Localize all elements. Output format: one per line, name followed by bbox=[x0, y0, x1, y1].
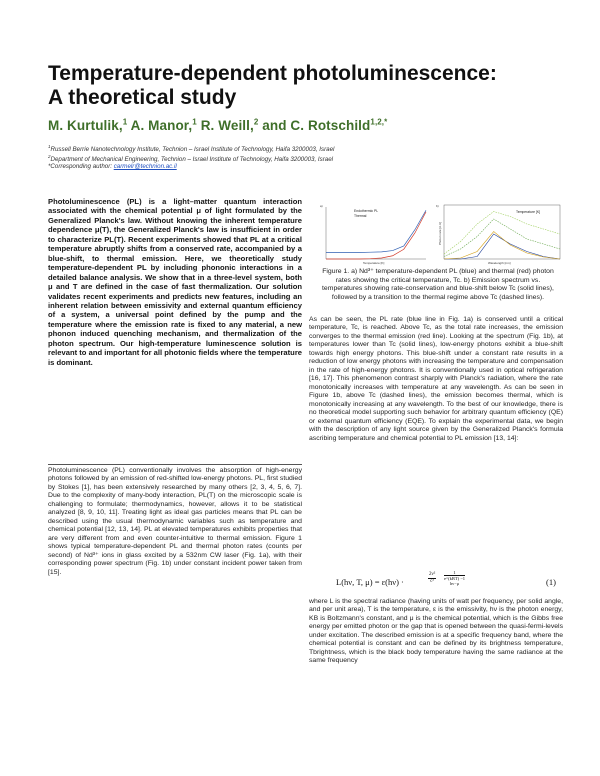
author-name: M. Kurtulik, bbox=[48, 118, 123, 133]
equation-lhs: L(hν, T, μ) = ε(hν) · bbox=[336, 577, 404, 587]
panel-a-xlabel: Temperature [K] bbox=[363, 261, 385, 265]
figure-panel-a bbox=[320, 204, 426, 265]
equation-denominator: c² bbox=[430, 579, 434, 584]
body-right-column-bottom: where L is the spectral radiance (having units of watt per frequency, per solid angle, and per unit area), T is the temperature, ε is the emissivity, hν is the photon energy, KB is Boltzmann's constant, and μ is the chemical potential, which is the Gibbs free energy per emitted photon or the gap that is opened between the quasi-fermi-levels under excitation. The described emission is at a specific frequency band, where the chemical potential is constant and can be defined by its brightness temperature, Tbrightness, which is the black body temperature having the same radiance at the same frequency bbox=[309, 598, 563, 665]
panel-a-legend-thermal: Thermal bbox=[354, 214, 367, 218]
figure-1 bbox=[318, 203, 563, 265]
equation-1 bbox=[336, 568, 576, 596]
panel-b-series-line-0 bbox=[444, 234, 560, 259]
author-affil: 1 bbox=[192, 117, 197, 127]
equation-exponent: hν−μ bbox=[449, 581, 460, 586]
panel-a-label: a) bbox=[320, 204, 323, 208]
panel-a-series bbox=[326, 210, 426, 259]
figure-caption: Figure 1. a) Nd³⁺ temperature-dependent PL (blue) and thermal (red) photon rates showing the critical temperature, Tc. b) Emission spectrum vs. temperatures showing rate-conservation and blue-shift below Tc (solid lines), followed by a transition to the thermal regime above Tc (dashed lines). bbox=[322, 268, 554, 301]
panel-b-series-line-2 bbox=[444, 219, 560, 257]
corresponding-label: *Corresponding author: bbox=[48, 163, 114, 170]
panel-b-label: b) bbox=[436, 204, 439, 208]
abstract-divider bbox=[48, 464, 302, 465]
corresponding-author bbox=[48, 162, 568, 171]
equation-number: (1) bbox=[546, 577, 556, 587]
equation-exp-denominator: e^(kBT) −1 bbox=[444, 576, 466, 581]
panel-b-ylabel: Photon rate [A.U] bbox=[438, 221, 442, 245]
equation-fraction-2 bbox=[444, 570, 465, 586]
author-name: A. Manor, bbox=[127, 118, 193, 133]
equation-numerator: 2ν² bbox=[429, 572, 436, 577]
panel-b-frame bbox=[444, 205, 560, 259]
panel-b-series bbox=[444, 212, 560, 260]
body-right-column-top: As can be seen, the PL rate (blue line in Fig. 1a) is conserved until a critical temperature, Tc, is reached. Above Tc, as the total rate increases, the emission converges to the thermal emission (red line). Looking at the spectrum (Fig. 1b), at temperatures lower than Tc (solid lines), low-energy photons exhibit a blue-shift towards high energy photons. This blue-shift under a constant rate results in a reduction of low energy photons with increasing the temperature and compensation in the rate of high-energy photons. It is conventionally used in optical refrigeration [16, 17]. This phenomenon contrast sharply with Planck's radiation, where the rate monotonically increases with temperature at any wavelength. As can be seen in Figure 1b, above Tc (dashed lines), the emission becomes thermal, which is monotonically increasing at any wavelength. To the best of our knowledge, there is no theoretical model supporting such behavior for arbitrary quantum efficiency (QE) or external quantum efficiency (EQE). To explain the experimental data, we begin with the description of any light source given by the Generalized Planck's formula ascribing temperature and chemical potential to PL emission [13, 14]: bbox=[309, 316, 563, 442]
author-affil: 1 bbox=[122, 117, 128, 127]
body-left-column: Photoluminescence (PL) conventionally involves the absorption of high-energy photons followed by an emission of red-shifted low-energy photons. PL, first studied by Stokes [1], has been extensively researched by many others [2, 3, 4, 5, 6, 7]. Due to the complexity of many-body interaction, PL(T) on the microscopic scale is challenging to formulate; thermodynamics, however, allows it to be statistical analyzed [8, 9, 10, 11]. Treating light as ideal gas particles means that PL can be described using the usual thermodynamic variables such as temperature and chemical potential [12, 13, 14]. PL at elevated temperatures exhibits properties that are very different from and even counter-intuitive to thermal emission. Figure 1 shows typical temperature-dependent PL and thermal photon rates (counts per second) of Nd³⁺ ions in glass excited by a 532nm CW laser (Fig. 1a), with their corresponding power spectrum (Fig. 1b) under constant incident power taken from [15]. bbox=[48, 467, 302, 576]
affiliation-number: 1 bbox=[48, 144, 51, 149]
author-name: and C. Rotschild bbox=[258, 118, 371, 133]
affiliation-text: Russell Berrie Nanotechnology Institute, Technion – Israel Institute of Technology, Haifa 3200003, Israel bbox=[50, 146, 335, 154]
panel-b-xlabel: Wavelength [nm] bbox=[488, 261, 511, 265]
paper-title bbox=[48, 62, 568, 110]
equation-fraction-1 bbox=[428, 572, 436, 585]
affiliation-text: Department of Mechanical Engineering, Technion – Israel Institute of Technology, Haifa 3200003, Israel bbox=[50, 156, 334, 164]
affiliation-number: 2 bbox=[48, 154, 51, 159]
panel-a-series-line-0 bbox=[326, 210, 426, 252]
panel-b-legend-title: Temperature [K] bbox=[516, 210, 541, 214]
title-line-1: Temperature-dependent photoluminescence: bbox=[48, 62, 497, 85]
panel-b-series-line-1 bbox=[444, 232, 560, 260]
figure-panel-b bbox=[436, 204, 560, 265]
author-name: R. Weill, bbox=[196, 118, 254, 133]
panel-b-series-line-3 bbox=[444, 212, 560, 255]
email-link[interactable]: carmelr@technion.ac.il bbox=[113, 163, 177, 170]
panel-a-legend-pl: Endothermic PL bbox=[354, 209, 379, 213]
equation-one: 1 bbox=[453, 570, 456, 575]
author-affil: 1,2,* bbox=[370, 117, 388, 127]
author-affil: 2 bbox=[253, 117, 259, 127]
author-list bbox=[48, 118, 568, 133]
title-line-2: A theoretical study bbox=[48, 86, 237, 109]
abstract: Photoluminescence (PL) is a light–matter quantum interaction associated with the chemical potential μ of light formulated by the Generalized Planck's law. Without knowing the inherent temperature dependence μ(T), the Generalized Planck's law is insufficient in order to characterize PL(T). Recent experiments showed that PL at a critical temperature abruptly shifts from a conserved rate, accompanied by a blue-shift, to thermal emission. Here, we theoretically study temperature-dependent PL by including phononic interactions in a detailed balance analysis. We show that in a three-level system, both μ and T are defined in the case of fast thermalization. Our solution validates recent experiments and predicts new features, including an inherent relation between emissivity and external quantum efficiency of a system, a universal point defined by the pump and the temperature where the emission rate is fixed to any material, a new phonon induced quenching mechanism, and thermalization of the photon spectrum. Our high-temperature luminescence solution is relevant to and important for all photonic fields where the temperature is dominant. bbox=[48, 197, 302, 367]
